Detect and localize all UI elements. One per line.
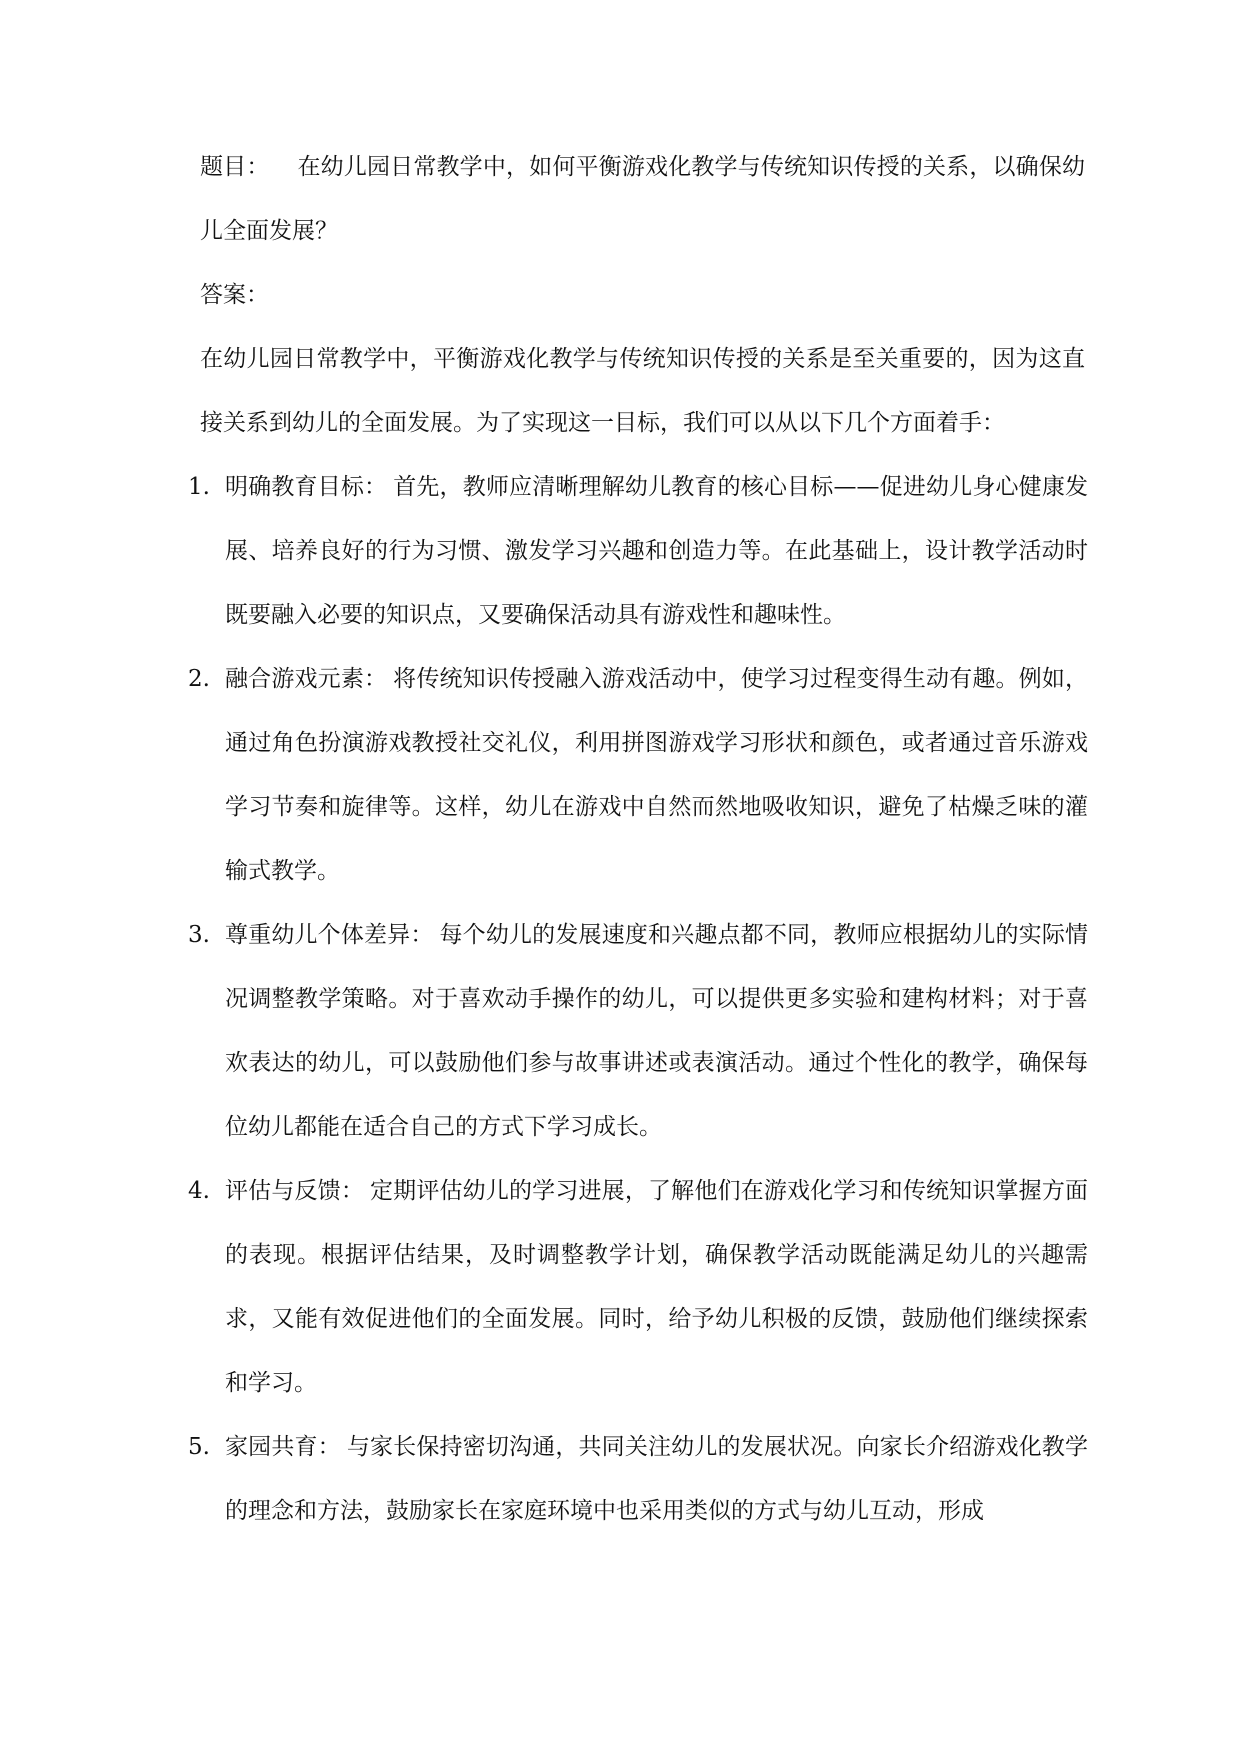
item-heading: 家园共育： bbox=[225, 1434, 341, 1460]
intro-paragraph: 在幼儿园日常教学中，平衡游戏化教学与传统知识传授的关系是至关重要的，因为这直接关系到幼儿的全面发展。为了实现这一目标，我们可以从以下几个方面着手： bbox=[200, 346, 1085, 436]
item-text: 首先，教师应清晰理解幼儿教育的核心目标——促进幼儿身心健康发展、培养良好的行为习惯、激发学习兴趣和创造力等。在此基础上，设计教学活动时既要融入必要的知识点，又要确保活动具有游戏性和趣味性。 bbox=[225, 474, 1089, 628]
item-body bbox=[225, 647, 1088, 903]
item-body bbox=[225, 1415, 1088, 1543]
list-item bbox=[188, 1415, 1088, 1543]
item-number: 4. bbox=[188, 1178, 210, 1204]
answer-list bbox=[188, 455, 1088, 1543]
item-number: 2. bbox=[188, 666, 210, 692]
item-heading: 融合游戏元素： bbox=[225, 666, 388, 692]
item-number: 1. bbox=[188, 474, 210, 500]
item-text: 将传统知识传授融入游戏活动中，使学习过程变得生动有趣。例如，通过角色扮演游戏教授社交礼仪，利用拼图游戏学习形状和颜色，或者通过音乐游戏学习节奏和旋律等。这样，幼儿在游戏中自然而然地吸收知识，避免了枯燥乏味的灌输式教学。 bbox=[225, 666, 1089, 884]
item-body bbox=[225, 1159, 1088, 1415]
item-heading: 明确教育目标： bbox=[225, 474, 388, 500]
item-text: 每个幼儿的发展速度和兴趣点都不同，教师应根据幼儿的实际情况调整教学策略。对于喜欢动手操作的幼儿，可以提供更多实验和建构材料；对于喜欢表达的幼儿，可以鼓励他们参与故事讲述或表演活动。通过个性化的教学，确保每位幼儿都能在适合自己的方式下学习成长。 bbox=[225, 922, 1089, 1140]
answer-label: 答案： bbox=[200, 282, 269, 308]
item-text: 与家长保持密切沟通，共同关注幼儿的发展状况。向家长介绍游戏化教学的理念和方法，鼓励家长在家庭环境中也采用类似的方式与幼儿互动，形成 bbox=[225, 1434, 1089, 1524]
list-item bbox=[188, 903, 1088, 1159]
question-text: 在幼儿园日常教学中，如何平衡游戏化教学与传统知识传授的关系，以确保幼儿全面发展？ bbox=[200, 154, 1085, 244]
item-body bbox=[225, 455, 1088, 647]
question-label: 题目： bbox=[200, 154, 270, 180]
item-heading: 评估与反馈： bbox=[225, 1178, 364, 1204]
item-number: 3. bbox=[188, 922, 210, 948]
item-heading: 尊重幼儿个体差异： bbox=[225, 922, 434, 948]
question-paragraph bbox=[200, 135, 1085, 263]
item-body bbox=[225, 903, 1088, 1159]
list-item bbox=[188, 455, 1088, 647]
item-text: 定期评估幼儿的学习进展，了解他们在游戏化学习和传统知识掌握方面的表现。根据评估结果，及时调整教学计划，确保教学活动既能满足幼儿的兴趣需求，又能有效促进他们的全面发展。同时，给予幼儿积极的反馈，鼓励他们继续探索和学习。 bbox=[225, 1178, 1089, 1396]
list-item bbox=[188, 1159, 1088, 1415]
item-number: 5. bbox=[188, 1434, 210, 1460]
list-item bbox=[188, 647, 1088, 903]
